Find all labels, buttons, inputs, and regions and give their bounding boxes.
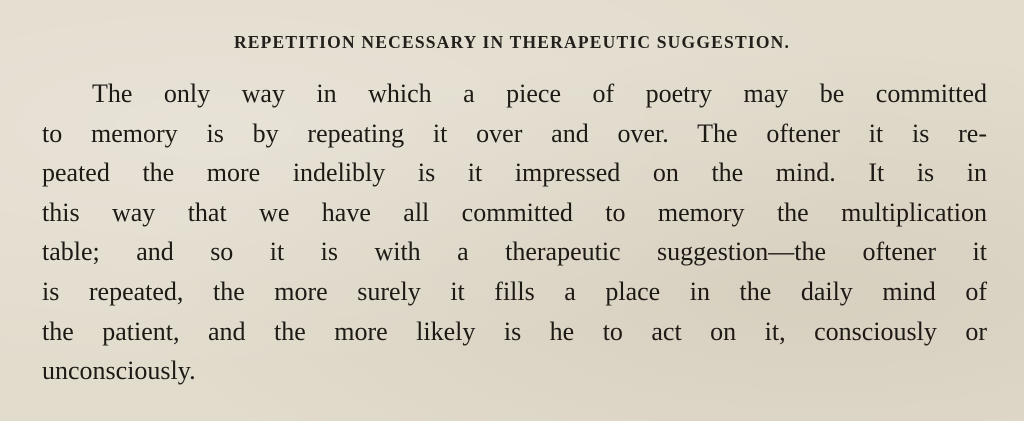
paragraph-line-6: is repeated, the more surely it fills a place in the daily mind of (42, 276, 987, 306)
paragraph-line-7: the patient, and the more likely is he to act on it, consciously or (42, 316, 987, 346)
paragraph-line-3: peated the more indelibly is it impressed on the mind. It is in (42, 158, 987, 188)
paragraph-line-8: unconsciously. (42, 356, 196, 386)
paragraph-line-2: to memory is by repeating it over and over. The oftener it is re- (42, 118, 987, 148)
body-paragraph (42, 74, 987, 391)
section-heading: REPETITION NECESSARY IN THERAPEUTIC SUGGESTION. (233, 32, 791, 52)
paragraph-line-1: The only way in which a piece of poetry may be committed (92, 79, 987, 108)
paragraph-line-4: this way that we have all committed to memory the multiplication (42, 197, 987, 227)
paragraph-line-5: table; and so it is with a therapeutic suggestion—the oftener it (42, 237, 987, 267)
